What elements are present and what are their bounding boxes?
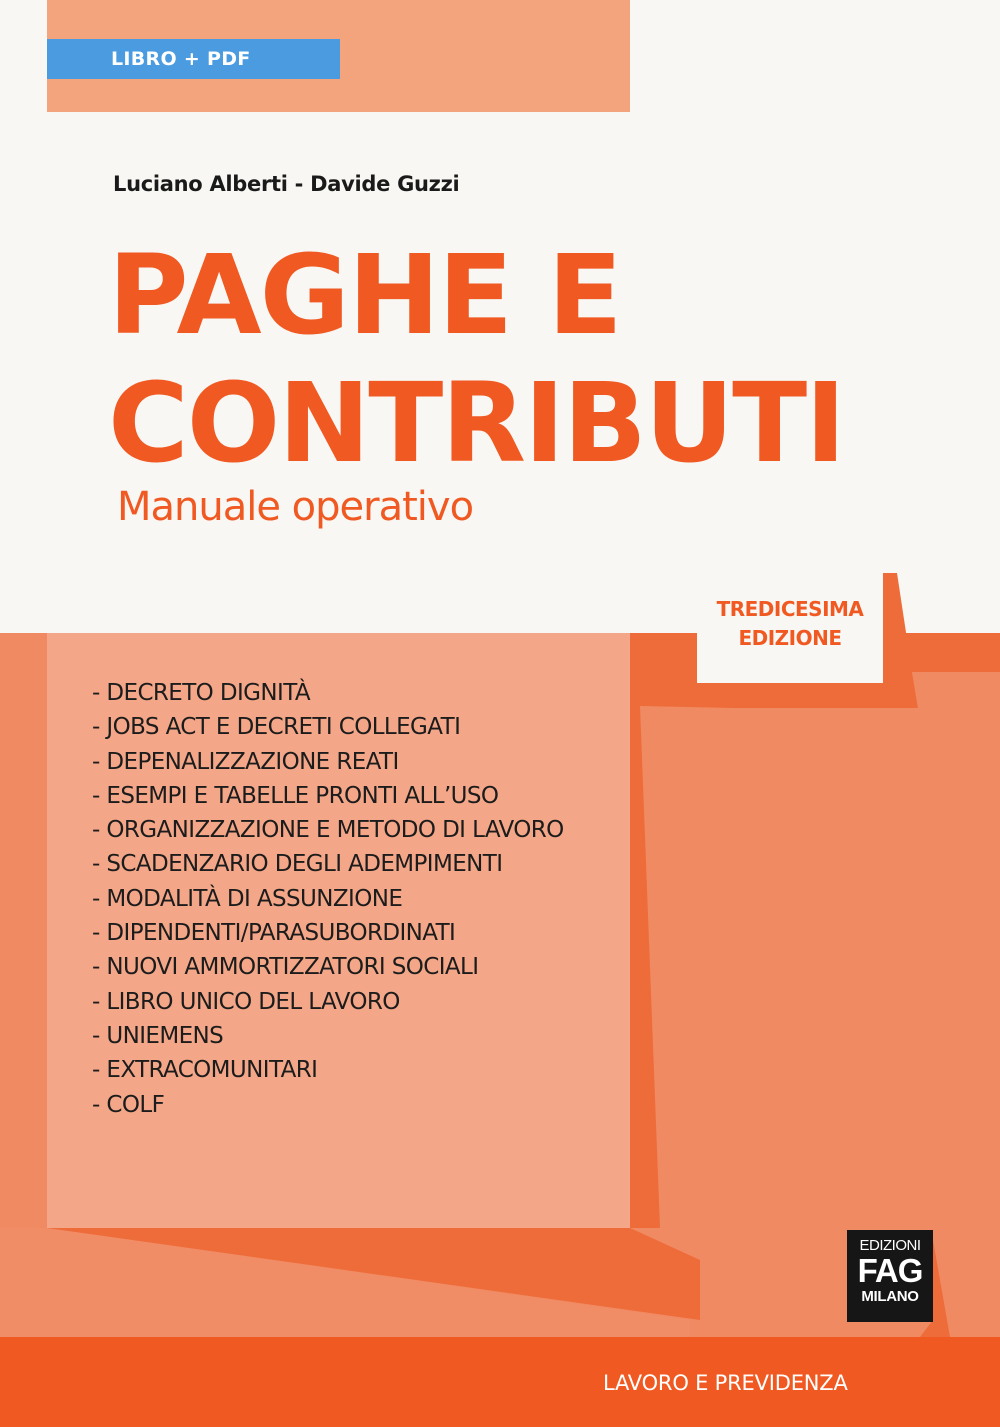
subtitle: Manuale operativo bbox=[117, 484, 474, 530]
publisher-logo bbox=[847, 1230, 933, 1322]
publisher-line-3: MILANO bbox=[861, 1288, 919, 1305]
topic-item: - ORGANIZZAZIONE E METODO DI LAVORO bbox=[92, 817, 564, 844]
series-label: LAVORO E PREVIDENZA bbox=[603, 1371, 848, 1395]
edition-label bbox=[697, 572, 883, 683]
topic-item: - DECRETO DIGNITÀ bbox=[92, 680, 310, 706]
edition-line-1: TREDICESIMA bbox=[716, 597, 864, 621]
topic-item: - EXTRACOMUNITARI bbox=[92, 1057, 318, 1084]
title-line-2: CONTRIBUTI bbox=[108, 359, 845, 487]
edition-line-2: EDIZIONE bbox=[738, 626, 842, 650]
topic-item: - UNIEMENS bbox=[92, 1022, 224, 1049]
spike-top bbox=[883, 573, 912, 672]
libro-pdf-badge: LIBRO + PDF bbox=[47, 39, 340, 79]
authors: Luciano Alberti - Davide Guzzi bbox=[113, 172, 460, 196]
topic-item: - DEPENALIZZAZIONE REATI bbox=[92, 748, 399, 775]
topic-item: - COLF bbox=[92, 1091, 165, 1118]
topic-item: - MODALITÀ DI ASSUNZIONE bbox=[92, 885, 403, 912]
topics-list bbox=[92, 676, 564, 1122]
topic-item: - LIBRO UNICO DEL LAVORO bbox=[92, 988, 400, 1015]
bottom-band bbox=[0, 1337, 1000, 1427]
topic-item: - NUOVI AMMORTIZZATORI SOCIALI bbox=[92, 954, 479, 981]
topic-item: - DIPENDENTI/PARASUBORDINATI bbox=[92, 920, 456, 947]
publisher-line-2: FAG bbox=[857, 1252, 923, 1289]
topic-item: - SCADENZARIO DEGLI ADEMPIMENTI bbox=[92, 851, 503, 878]
publisher-line-1: EDIZIONI bbox=[859, 1237, 921, 1254]
topic-item: - ESEMPI E TABELLE PRONTI ALL’USO bbox=[92, 782, 499, 809]
topic-item: - JOBS ACT E DECRETI COLLEGATI bbox=[92, 714, 461, 741]
title-line-1: PAGHE E bbox=[108, 231, 621, 359]
